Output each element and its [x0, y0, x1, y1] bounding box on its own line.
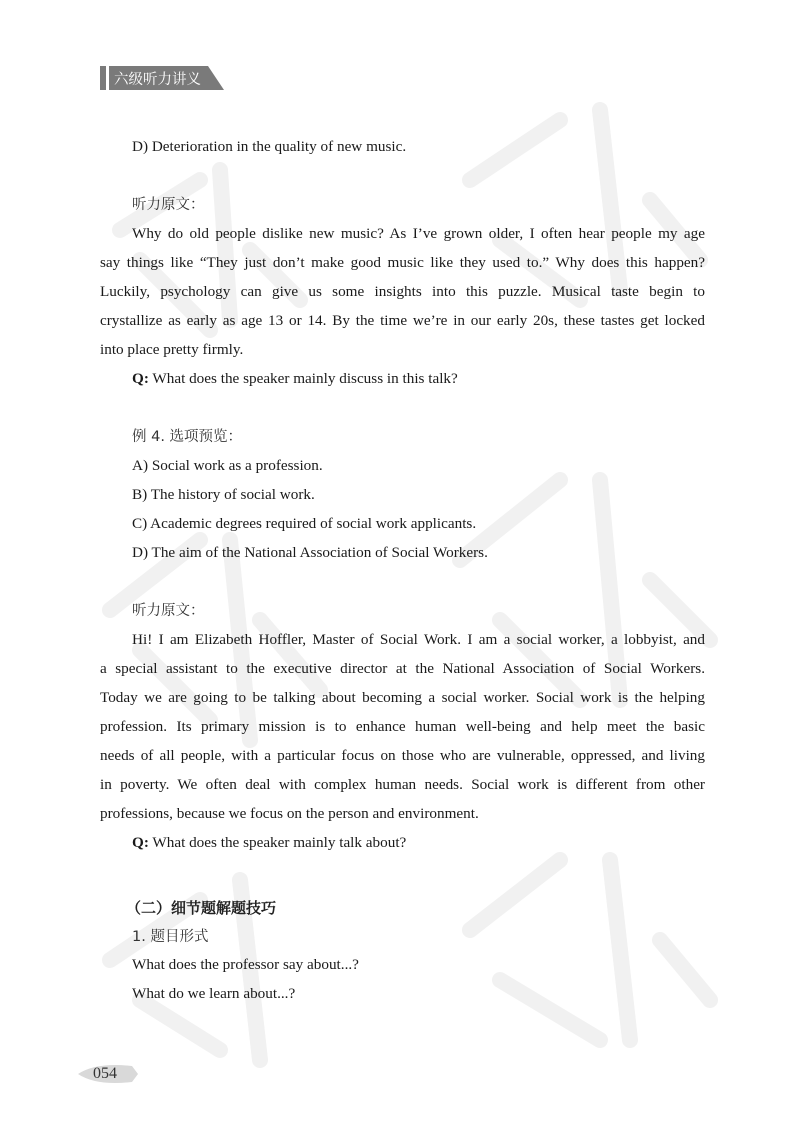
transcript-line: Why do old people dislike new music? As I’ve grown older, I often hear people my age	[132, 225, 705, 242]
transcript-line: Luckily, psychology can give us some insights into this puzzle. Musical taste begin to	[100, 283, 705, 300]
example-heading: 例 4. 选项预览：	[132, 429, 243, 445]
question-form-item: What do we learn about...?	[132, 985, 296, 1002]
transcript-line: say things like “They just don’t make good music like they used to.” Why does this happen?	[100, 254, 705, 271]
transcript-heading: 听力原文：	[132, 197, 205, 213]
transcript-line: Today we are going to be talking about becoming a social worker. Social work is the helping	[100, 689, 705, 706]
option-item: A) Social work as a profession.	[132, 457, 323, 474]
option-d: D) Deterioration in the quality of new music.	[132, 138, 407, 155]
question	[132, 369, 458, 389]
question-form-item: What does the professor say about...?	[132, 956, 359, 973]
question-text: What does the speaker mainly discuss in this talk?	[148, 370, 458, 387]
transcript-line: needs of all people, with a particular focus on those who are vulnerable, oppressed, and living	[100, 747, 705, 764]
section-heading: （二）细节题解题技巧	[126, 899, 277, 917]
transcript-line: Hi! I am Elizabeth Hoffler, Master of Social Work. I am a social worker, a lobbyist, and	[132, 631, 705, 648]
question-label: Q:	[132, 834, 149, 851]
transcript-heading: 听力原文：	[132, 603, 205, 619]
transcript-line: crystallize as early as age 13 or 14. By the time we’re in our early 20s, these tastes get locked	[100, 312, 705, 329]
page-number: 054	[93, 1065, 117, 1082]
question-text: What does the speaker mainly talk about?	[148, 834, 407, 851]
header-title: 六级听力讲义	[114, 72, 201, 88]
question	[132, 833, 406, 853]
option-item: B) The history of social work.	[132, 486, 315, 503]
transcript-line: into place pretty firmly.	[100, 341, 244, 358]
transcript-line: a special assistant to the executive director at the National Association of Social Workers.	[100, 660, 705, 677]
transcript-line: profession. Its primary mission is to enhance human well-being and help meet the basic	[100, 718, 705, 735]
option-item: C) Academic degrees required of social work applicants.	[132, 515, 477, 532]
sub-heading: 1. 题目形式	[132, 929, 209, 945]
question-label: Q:	[132, 370, 149, 387]
option-item: D) The aim of the National Association of Social Workers.	[132, 544, 488, 561]
page-number-badge	[78, 1060, 138, 1088]
transcript-line: in poverty. We often deal with complex human needs. Social work is different from other	[100, 776, 705, 793]
transcript-line: professions, because we focus on the person and environment.	[100, 805, 479, 822]
